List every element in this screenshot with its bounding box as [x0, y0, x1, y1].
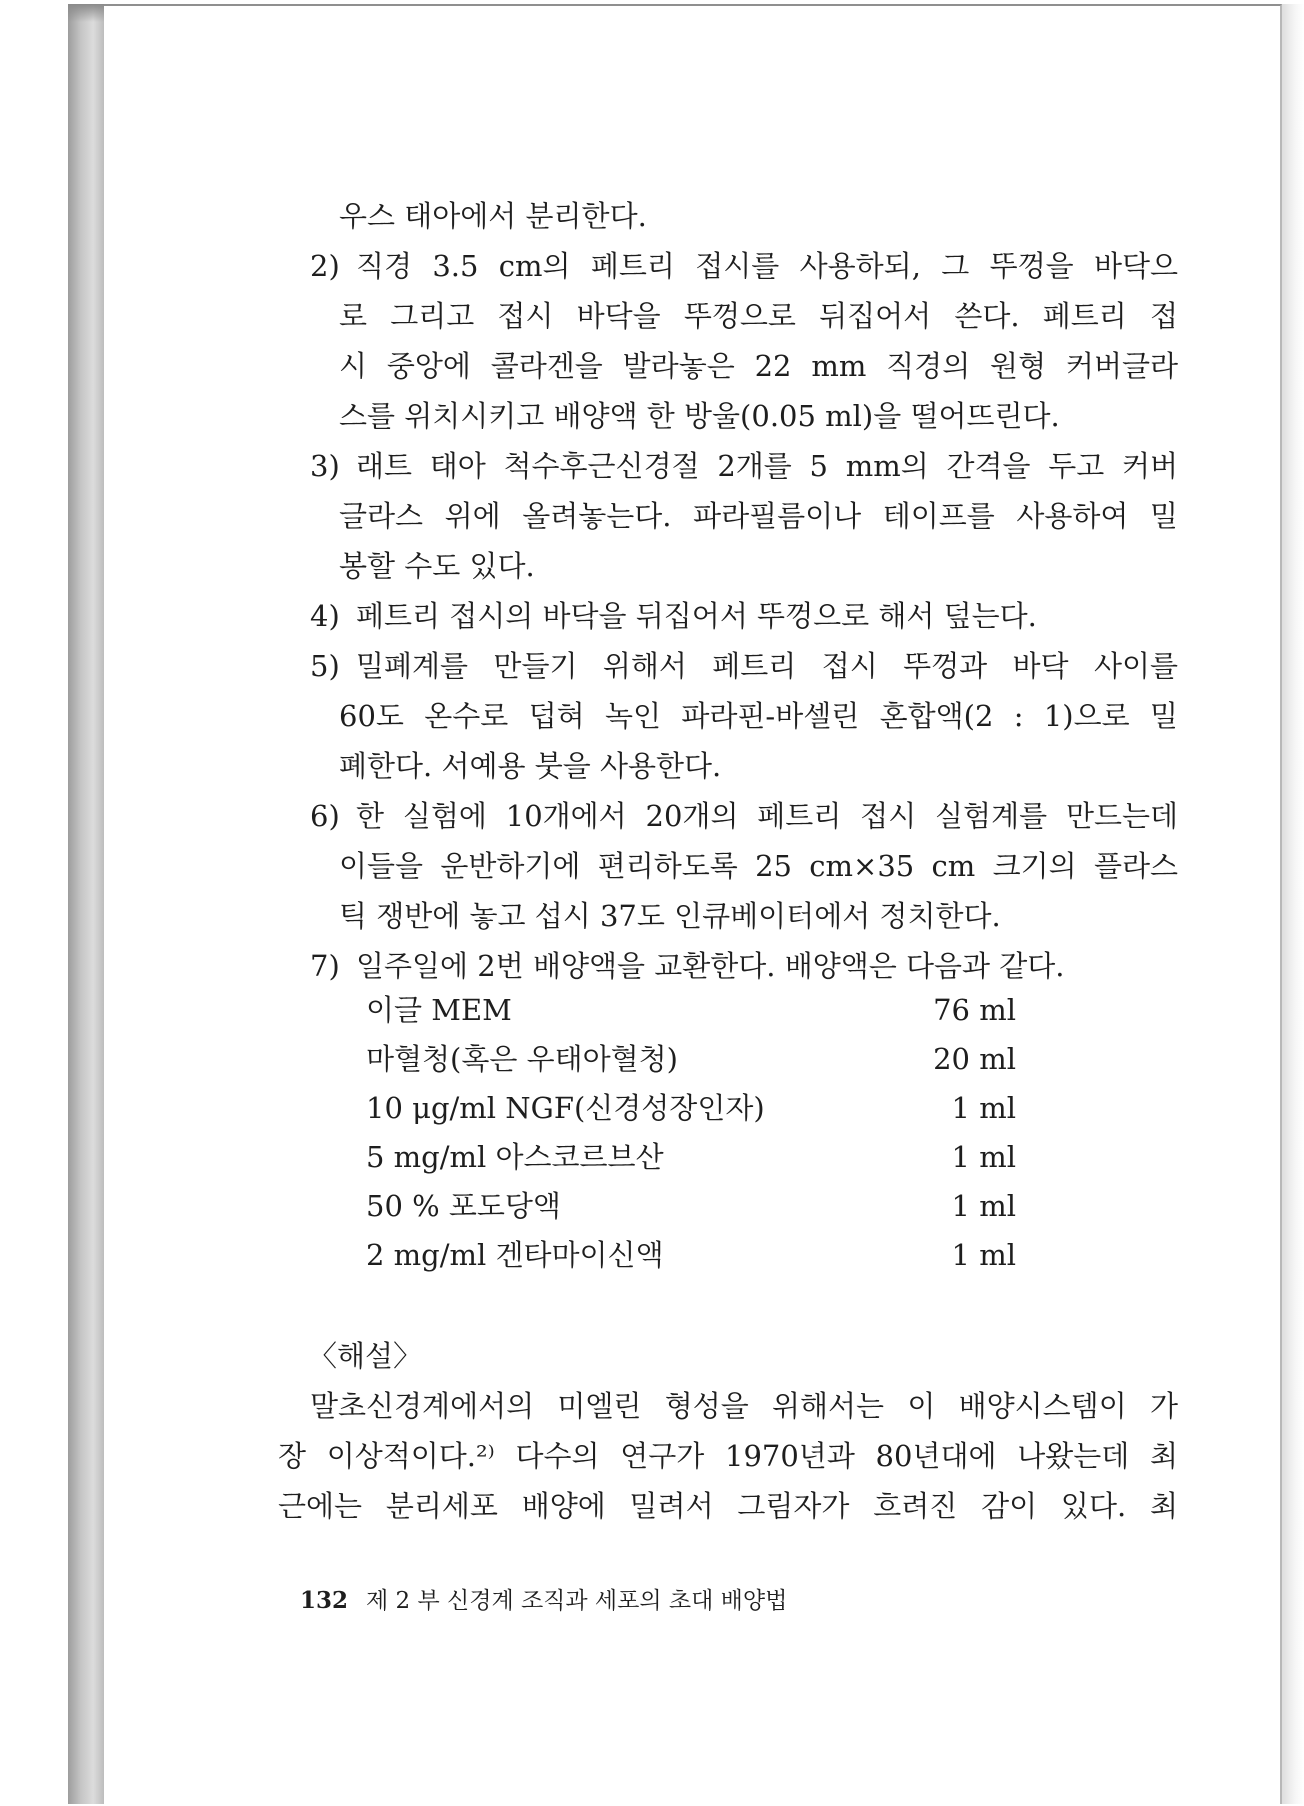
step-2-line-2: 로 그리고 접시 바닥을 뚜껑으로 뒤집어서 쓴다. 페트리 접 — [339, 299, 1178, 333]
step-3-line-1: 래트 태아 척수후근신경절 2개를 5 mm의 간격을 두고 커버 — [356, 449, 1178, 483]
step-4-line-1: 페트리 접시의 바닥을 뒤집어서 뚜껑으로 해서 덮는다. — [356, 599, 1037, 633]
medium-item-name: 2 mg/ml 겐타마이신액 — [366, 1238, 664, 1272]
step-2-line-4: 스를 위치시키고 배양액 한 방울(0.05 ml)을 떨어뜨린다. — [339, 399, 1060, 433]
book-spine-top-shadow — [68, 4, 104, 22]
book-spine-edge — [68, 4, 104, 1804]
step-3-line-3: 봉할 수도 있다. — [339, 549, 535, 583]
medium-item-name: 5 mg/ml 아스코르브산 — [366, 1140, 664, 1174]
step-5-line-2: 60도 온수로 덥혀 녹인 파라핀-바셀린 혼합액(2 : 1)으로 밀 — [339, 699, 1178, 733]
step-5-line-3: 폐한다. 서예용 붓을 사용한다. — [339, 749, 722, 783]
step-number-7: 7) — [310, 949, 340, 983]
step-number-5: 5) — [310, 649, 340, 683]
page-right-edge-shadow — [1282, 4, 1304, 1804]
step-2-line-1: 직경 3.5 cm의 페트리 접시를 사용하되, 그 뚜껑을 바닥으 — [356, 249, 1178, 283]
step-number-3: 3) — [310, 449, 340, 483]
commentary-line-2: 장 이상적이다.²⁾ 다수의 연구가 1970년과 80년대에 나왔는데 최 — [278, 1439, 1178, 1473]
step-number-6: 6) — [310, 799, 340, 833]
medium-item-amount: 1 ml — [951, 1140, 1016, 1174]
medium-item-amount: 20 ml — [933, 1042, 1016, 1076]
commentary-heading: 〈해설〉 — [308, 1339, 423, 1373]
commentary-line-3: 근에는 분리세포 배양에 밀려서 그림자가 흐려진 감이 있다. 최 — [278, 1489, 1178, 1523]
medium-item-name: 마혈청(혹은 우태아혈청) — [366, 1042, 678, 1076]
medium-item-amount: 1 ml — [951, 1238, 1016, 1272]
medium-item-name: 10 μg/ml NGF(신경성장인자) — [366, 1091, 765, 1125]
step-number-4: 4) — [310, 599, 340, 633]
medium-item-amount: 1 ml — [951, 1091, 1016, 1125]
step-7-line-1: 일주일에 2번 배양액을 교환한다. 배양액은 다음과 같다. — [356, 949, 1065, 983]
running-footer-chapter: 제 2 부 신경계 조직과 세포의 초대 배양법 — [366, 1588, 788, 1614]
continuation-line: 우스 태아에서 분리한다. — [339, 199, 647, 233]
step-6-line-3: 틱 쟁반에 놓고 섭시 37도 인큐베이터에서 정치한다. — [339, 899, 1001, 933]
step-6-line-1: 한 실험에 10개에서 20개의 페트리 접시 실험계를 만드는데 — [356, 799, 1178, 833]
step-2-line-3: 시 중앙에 콜라겐을 발라놓은 22 mm 직경의 원형 커버글라 — [339, 349, 1178, 383]
medium-item-name: 50 % 포도당액 — [366, 1189, 561, 1223]
step-number-2: 2) — [310, 249, 340, 283]
medium-item-amount: 76 ml — [933, 993, 1016, 1027]
step-5-line-1: 밀폐계를 만들기 위해서 페트리 접시 뚜껑과 바닥 사이를 — [356, 649, 1178, 683]
step-3-line-2: 글라스 위에 올려놓는다. 파라필름이나 테이프를 사용하여 밀 — [339, 499, 1178, 533]
commentary-line-1: 말초신경계에서의 미엘린 형성을 위해서는 이 배양시스템이 가 — [310, 1389, 1178, 1423]
page-number: 132 — [300, 1587, 349, 1614]
step-6-line-2: 이들을 운반하기에 편리하도록 25 cm×35 cm 크기의 플라스 — [339, 849, 1178, 883]
medium-item-amount: 1 ml — [951, 1189, 1016, 1223]
medium-item-name: 이글 MEM — [366, 993, 512, 1027]
